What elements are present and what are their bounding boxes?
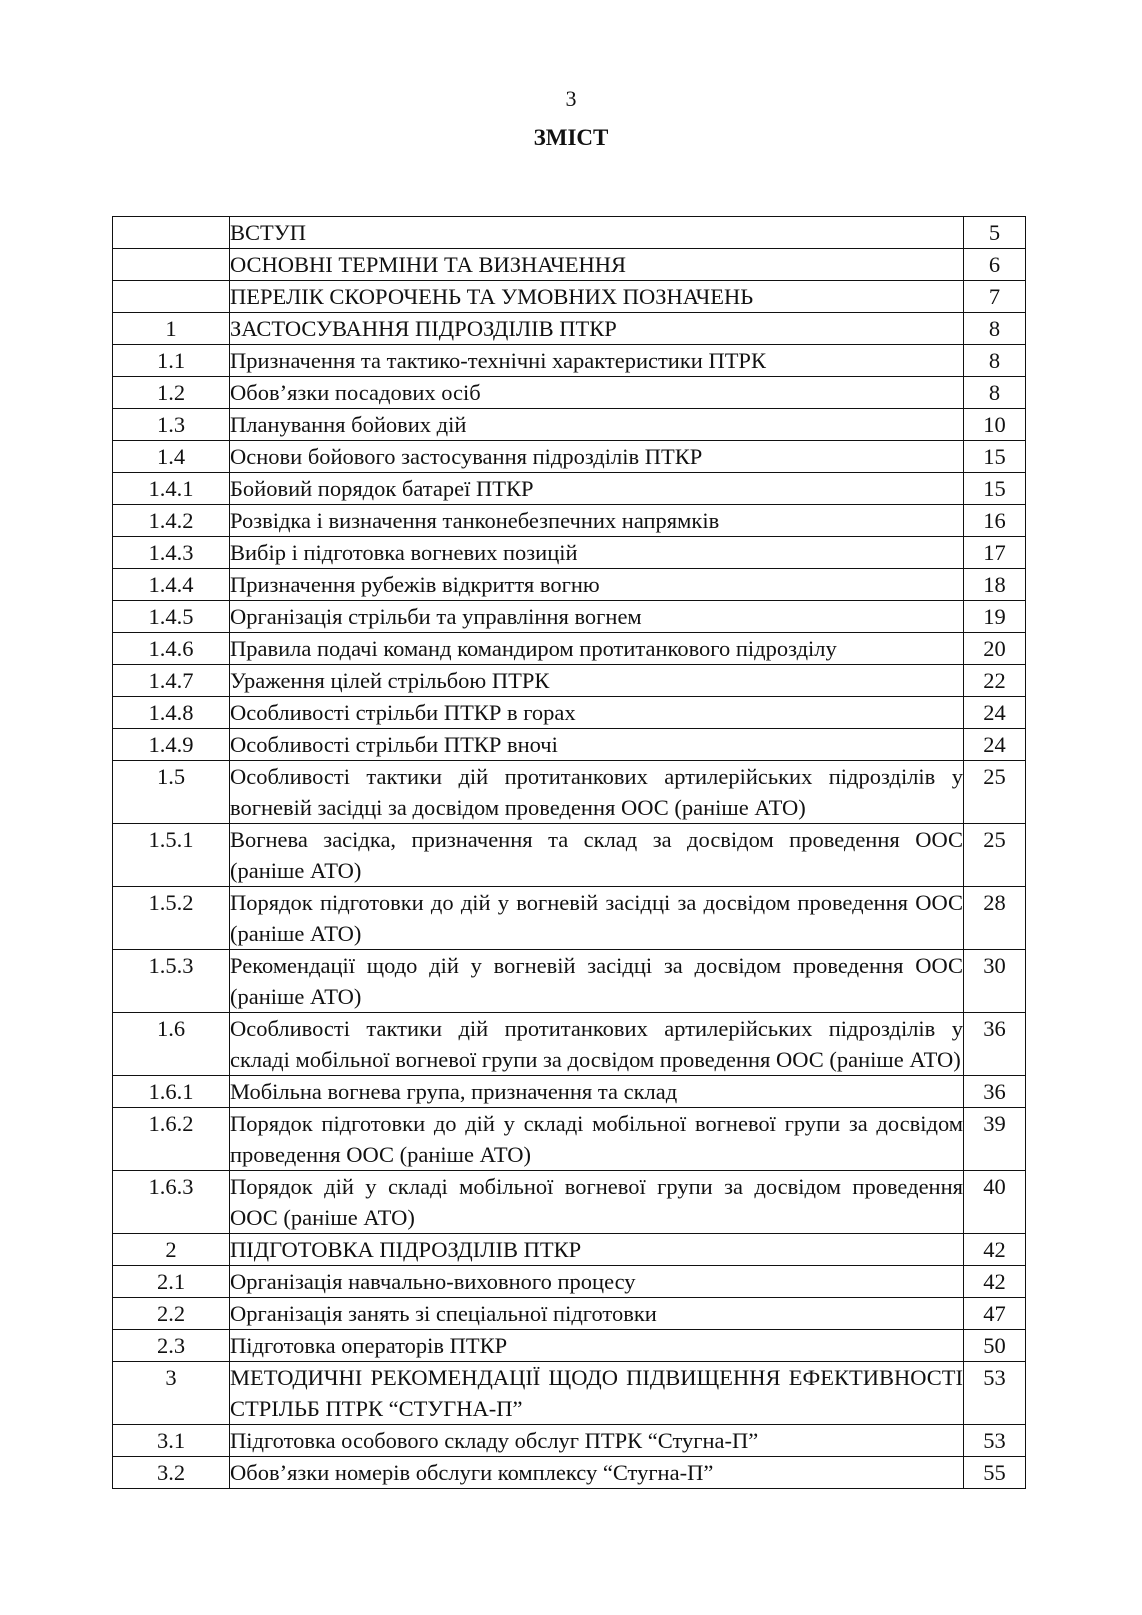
toc-row xyxy=(113,569,1026,601)
toc-section-title: Підготовка операторів ПТКР xyxy=(230,1330,964,1362)
page-title: ЗМІСТ xyxy=(533,125,609,150)
toc-section-number: 3.2 xyxy=(113,1457,230,1489)
toc-section-number: 1.5 xyxy=(113,761,230,824)
toc-section-number: 1.4.6 xyxy=(113,633,230,665)
toc-section-title: Планування бойових дій xyxy=(230,409,964,441)
toc-section-title: Бойовий порядок батареї ПТКР xyxy=(230,473,964,505)
toc-section-number: 1.5.1 xyxy=(113,824,230,887)
toc-row xyxy=(113,473,1026,505)
toc-page-number: 15 xyxy=(964,473,1026,505)
toc-page-number: 30 xyxy=(964,950,1026,1013)
toc-row xyxy=(113,313,1026,345)
toc-row xyxy=(113,1234,1026,1266)
toc-section-number: 1.4.8 xyxy=(113,697,230,729)
toc-section-title: МЕТОДИЧНІ РЕКОМЕНДАЦІЇ ЩОДО ПІДВИЩЕННЯ ЕФЕКТИВНОСТІ СТРІЛЬБ ПТРК “СТУГНА-П” xyxy=(230,1362,964,1425)
toc-page-number: 53 xyxy=(964,1425,1026,1457)
toc-section-number: 1.2 xyxy=(113,377,230,409)
toc-page-number: 24 xyxy=(964,729,1026,761)
toc-page-number: 25 xyxy=(964,761,1026,824)
toc-page-number: 8 xyxy=(964,345,1026,377)
toc-row xyxy=(113,950,1026,1013)
toc-row xyxy=(113,1013,1026,1076)
toc-page-number: 24 xyxy=(964,697,1026,729)
toc-section-title: ОСНОВНІ ТЕРМІНИ ТА ВИЗНАЧЕННЯ xyxy=(230,249,964,281)
toc-row xyxy=(113,1171,1026,1234)
toc-section-title: Особливості тактики дій протитанкових артилерійських підрозділів у складі мобільної вогневої групи за досвідом проведення ООС (раніше АТО) xyxy=(230,1013,964,1076)
toc-section-number xyxy=(113,249,230,281)
toc-section-title: Призначення рубежів відкриття вогню xyxy=(230,569,964,601)
toc-section-title: Розвідка і визначення танконебезпечних напрямків xyxy=(230,505,964,537)
toc-row xyxy=(113,441,1026,473)
toc-section-number: 1 xyxy=(113,313,230,345)
toc-section-number: 1.6.3 xyxy=(113,1171,230,1234)
toc-section-title: Організація стрільби та управління вогнем xyxy=(230,601,964,633)
toc-section-number xyxy=(113,281,230,313)
toc-row xyxy=(113,249,1026,281)
toc-section-title: Підготовка особового складу обслуг ПТРК “Стугна-П” xyxy=(230,1425,964,1457)
toc-section-number: 1.1 xyxy=(113,345,230,377)
toc-section-number: 1.5.2 xyxy=(113,887,230,950)
toc-page-number: 42 xyxy=(964,1234,1026,1266)
toc-section-title: Особливості тактики дій протитанкових артилерійських підрозділів у вогневій засідці за досвідом проведення ООС (раніше АТО) xyxy=(230,761,964,824)
toc-page-number: 53 xyxy=(964,1362,1026,1425)
toc-page-number: 36 xyxy=(964,1076,1026,1108)
toc-body xyxy=(113,217,1026,1489)
toc-section-title: Порядок підготовки до дій у складі мобільної вогневої групи за досвідом проведення ООС (раніше АТО) xyxy=(230,1108,964,1171)
toc-section-number: 1.4.2 xyxy=(113,505,230,537)
toc-page-number: 7 xyxy=(964,281,1026,313)
toc-row xyxy=(113,345,1026,377)
toc-section-title: Основи бойового застосування підрозділів ПТКР xyxy=(230,441,964,473)
toc-page-number: 19 xyxy=(964,601,1026,633)
toc-section-title: Мобільна вогнева група, призначення та склад xyxy=(230,1076,964,1108)
toc-page-number: 17 xyxy=(964,537,1026,569)
toc-section-title: Ураження цілей стрільбою ПТРК xyxy=(230,665,964,697)
toc-section-title: Порядок підготовки до дій у вогневій засідці за досвідом проведення ООС (раніше АТО) xyxy=(230,887,964,950)
toc-page-number: 22 xyxy=(964,665,1026,697)
toc-section-number: 3 xyxy=(113,1362,230,1425)
toc-section-number: 3.1 xyxy=(113,1425,230,1457)
toc-row xyxy=(113,824,1026,887)
toc-section-title: Обов’язки номерів обслуги комплексу “Стугна-П” xyxy=(230,1457,964,1489)
toc-row xyxy=(113,409,1026,441)
toc-section-title: Організація занять зі спеціальної підготовки xyxy=(230,1298,964,1330)
toc-row xyxy=(113,1298,1026,1330)
toc-row xyxy=(113,537,1026,569)
toc-row xyxy=(113,601,1026,633)
toc-page-number: 16 xyxy=(964,505,1026,537)
toc-page-number: 39 xyxy=(964,1108,1026,1171)
toc-section-number: 1.4.9 xyxy=(113,729,230,761)
toc-page-number: 8 xyxy=(964,313,1026,345)
toc-section-title: ВСТУП xyxy=(230,217,964,249)
toc-section-number: 2 xyxy=(113,1234,230,1266)
toc-page-number: 55 xyxy=(964,1457,1026,1489)
toc-section-number: 1.4.1 xyxy=(113,473,230,505)
toc-page-number: 18 xyxy=(964,569,1026,601)
toc-page-number: 28 xyxy=(964,887,1026,950)
toc-section-number: 1.4.7 xyxy=(113,665,230,697)
toc-page-number: 5 xyxy=(964,217,1026,249)
toc-section-number: 1.4.3 xyxy=(113,537,230,569)
toc-page-number: 47 xyxy=(964,1298,1026,1330)
table-of-contents xyxy=(112,216,1026,1489)
toc-row xyxy=(113,729,1026,761)
toc-row xyxy=(113,377,1026,409)
toc-section-number: 2.1 xyxy=(113,1266,230,1298)
toc-page-number: 20 xyxy=(964,633,1026,665)
toc-page-number: 42 xyxy=(964,1266,1026,1298)
toc-section-title: Особливості стрільби ПТКР вночі xyxy=(230,729,964,761)
toc-row xyxy=(113,1266,1026,1298)
toc-section-title: ПІДГОТОВКА ПІДРОЗДІЛІВ ПТКР xyxy=(230,1234,964,1266)
toc-row xyxy=(113,665,1026,697)
toc-row xyxy=(113,1425,1026,1457)
toc-section-title: Порядок дій у складі мобільної вогневої групи за досвідом проведення ООС (раніше АТО) xyxy=(230,1171,964,1234)
toc-row xyxy=(113,505,1026,537)
toc-section-number: 2.2 xyxy=(113,1298,230,1330)
toc-section-number: 1.6 xyxy=(113,1013,230,1076)
toc-section-title: Вибір і підготовка вогневих позицій xyxy=(230,537,964,569)
toc-row xyxy=(113,1457,1026,1489)
toc-row xyxy=(113,697,1026,729)
toc-section-title: Обов’язки посадових осіб xyxy=(230,377,964,409)
toc-section-number: 1.4.4 xyxy=(113,569,230,601)
toc-row xyxy=(113,761,1026,824)
toc-row xyxy=(113,1076,1026,1108)
toc-page-number: 36 xyxy=(964,1013,1026,1076)
toc-section-number: 1.4 xyxy=(113,441,230,473)
toc-row xyxy=(113,217,1026,249)
toc-row xyxy=(113,1362,1026,1425)
toc-section-number: 1.6.2 xyxy=(113,1108,230,1171)
toc-section-number: 1.6.1 xyxy=(113,1076,230,1108)
toc-page-number: 25 xyxy=(964,824,1026,887)
toc-section-number: 1.4.5 xyxy=(113,601,230,633)
toc-page-number: 40 xyxy=(964,1171,1026,1234)
toc-row xyxy=(113,1330,1026,1362)
page-number: 3 xyxy=(565,86,577,111)
toc-section-title: Вогнева засідка, призначення та склад за досвідом проведення ООС (раніше АТО) xyxy=(230,824,964,887)
toc-section-title: Призначення та тактико-технічні характеристики ПТРК xyxy=(230,345,964,377)
toc-section-title: Рекомендації щодо дій у вогневій засідці за досвідом проведення ООС (раніше АТО) xyxy=(230,950,964,1013)
toc-page-number: 6 xyxy=(964,249,1026,281)
toc-section-number xyxy=(113,217,230,249)
toc-section-title: ЗАСТОСУВАННЯ ПІДРОЗДІЛІВ ПТКР xyxy=(230,313,964,345)
toc-row xyxy=(113,1108,1026,1171)
toc-page-number: 8 xyxy=(964,377,1026,409)
toc-section-number: 1.3 xyxy=(113,409,230,441)
toc-row xyxy=(113,281,1026,313)
toc-section-number: 2.3 xyxy=(113,1330,230,1362)
toc-section-title: Особливості стрільби ПТКР в горах xyxy=(230,697,964,729)
toc-section-title: Правила подачі команд командиром протитанкового підрозділу xyxy=(230,633,964,665)
toc-section-title: Організація навчально-виховного процесу xyxy=(230,1266,964,1298)
toc-section-title: ПЕРЕЛІК СКОРОЧЕНЬ ТА УМОВНИХ ПОЗНАЧЕНЬ xyxy=(230,281,964,313)
toc-page-number: 15 xyxy=(964,441,1026,473)
toc-page-number: 10 xyxy=(964,409,1026,441)
toc-page-number: 50 xyxy=(964,1330,1026,1362)
toc-row xyxy=(113,633,1026,665)
toc-section-number: 1.5.3 xyxy=(113,950,230,1013)
toc-row xyxy=(113,887,1026,950)
